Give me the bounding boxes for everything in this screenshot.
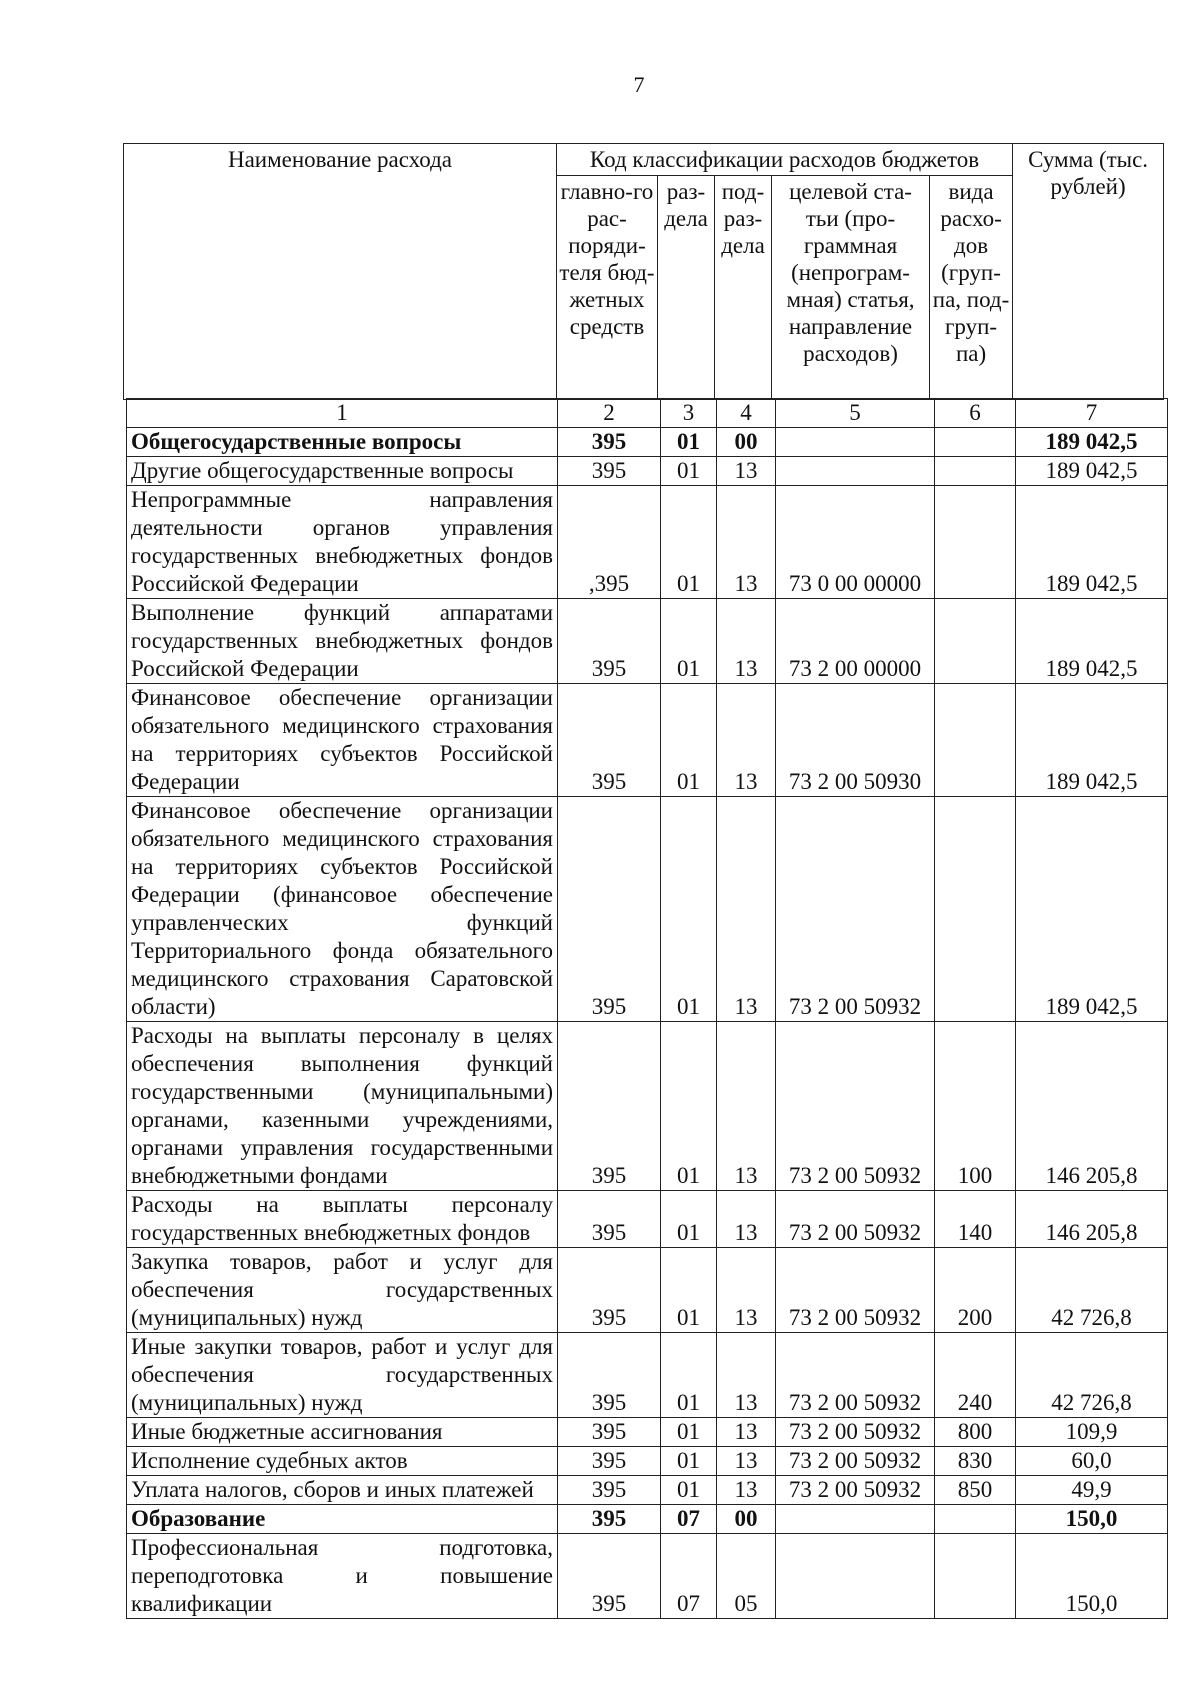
row-type-code xyxy=(935,428,1016,457)
table-row xyxy=(127,684,1168,797)
row-type-code: 800 xyxy=(935,1418,1016,1447)
row-name: Расходы на выплаты персоналу в целях обеспечения выполнения функций государственными (муниципальными) органами, казенными учреждениями, органами управления государственными внебюджетными фондами xyxy=(127,1022,558,1191)
column-number: 6 xyxy=(935,399,1016,428)
row-name: Финансовое обеспечение организации обязательного медицинского страхования на территориях субъектов Российской Федерации (финансовое обеспечение управленческих функций Территориального фонда обязательного медицинского страхования Саратовской области) xyxy=(127,797,558,1022)
row-chief-code: 395 xyxy=(558,1248,661,1333)
row-name: Профессиональная подготовка, переподготовка и повышение квалификации xyxy=(127,1534,558,1619)
row-subsection-code: 13 xyxy=(717,486,776,599)
table-row xyxy=(127,1505,1168,1534)
row-sum: 109,9 xyxy=(1016,1418,1168,1447)
row-sum: 189 042,5 xyxy=(1016,599,1168,684)
row-sum: 146 205,8 xyxy=(1016,1191,1168,1248)
row-section-code: 07 xyxy=(661,1505,717,1534)
header-col-section: раз-дела xyxy=(658,176,715,400)
row-target-code xyxy=(776,428,935,457)
table-row xyxy=(127,1476,1168,1505)
row-name: Иные бюджетные ассигнования xyxy=(127,1418,558,1447)
row-subsection-code: 13 xyxy=(717,599,776,684)
row-section-code: 07 xyxy=(661,1534,717,1619)
row-sum: 146 205,8 xyxy=(1016,1022,1168,1191)
row-subsection-code: 00 xyxy=(717,1505,776,1534)
column-number-row xyxy=(127,399,1168,428)
row-chief-code: 395 xyxy=(558,1505,661,1534)
row-type-code xyxy=(935,457,1016,486)
row-subsection-code: 13 xyxy=(717,457,776,486)
row-target-code: 73 2 00 50932 xyxy=(776,1447,935,1476)
row-section-code: 01 xyxy=(661,1191,717,1248)
column-number: 7 xyxy=(1016,399,1168,428)
row-target-code xyxy=(776,1505,935,1534)
row-sum: 150,0 xyxy=(1016,1505,1168,1534)
row-section-code: 01 xyxy=(661,1476,717,1505)
row-target-code: 73 2 00 50932 xyxy=(776,1333,935,1418)
table-row xyxy=(127,457,1168,486)
row-name: Непрограммные направления деятельности органов управления государственных внебюджетных фондов Российской Федерации xyxy=(127,486,558,599)
row-name: Исполнение судебных актов xyxy=(127,1447,558,1476)
column-number: 5 xyxy=(776,399,935,428)
row-name: Общегосударственные вопросы xyxy=(127,428,558,457)
header-col-chief: главно-го рас-поряди-теля бюд-жетных средств xyxy=(557,176,658,400)
row-section-code: 01 xyxy=(661,797,717,1022)
row-subsection-code: 13 xyxy=(717,1476,776,1505)
row-subsection-code: 05 xyxy=(717,1534,776,1619)
row-section-code: 01 xyxy=(661,599,717,684)
row-section-code: 01 xyxy=(661,1418,717,1447)
row-name: Иные закупки товаров, работ и услуг для обеспечения государственных (муниципальных) нужд xyxy=(127,1333,558,1418)
row-target-code: 73 0 00 00000 xyxy=(776,486,935,599)
row-type-code: 240 xyxy=(935,1333,1016,1418)
header-sum: Сумма (тыс. рублей) xyxy=(1013,144,1164,400)
table-row xyxy=(127,486,1168,599)
row-section-code: 01 xyxy=(661,428,717,457)
row-chief-code: ,395 xyxy=(558,486,661,599)
row-type-code xyxy=(935,1505,1016,1534)
row-chief-code: 395 xyxy=(558,1418,661,1447)
row-sum: 49,9 xyxy=(1016,1476,1168,1505)
header-name: Наименование расхода xyxy=(124,144,557,400)
table-header xyxy=(123,143,1164,400)
row-target-code: 73 2 00 50932 xyxy=(776,1191,935,1248)
row-section-code: 01 xyxy=(661,684,717,797)
column-number: 3 xyxy=(661,399,717,428)
row-type-code: 200 xyxy=(935,1248,1016,1333)
row-target-code xyxy=(776,457,935,486)
row-type-code: 830 xyxy=(935,1447,1016,1476)
row-chief-code: 395 xyxy=(558,457,661,486)
row-type-code: 850 xyxy=(935,1476,1016,1505)
row-name: Закупка товаров, работ и услуг для обеспечения государственных (муниципальных) нужд xyxy=(127,1248,558,1333)
row-type-code: 100 xyxy=(935,1022,1016,1191)
row-chief-code: 395 xyxy=(558,428,661,457)
row-name: Другие общегосударственные вопросы xyxy=(127,457,558,486)
row-sum: 42 726,8 xyxy=(1016,1333,1168,1418)
row-type-code xyxy=(935,684,1016,797)
row-target-code: 73 2 00 50932 xyxy=(776,1022,935,1191)
table-row xyxy=(127,1534,1168,1619)
row-target-code: 73 2 00 50930 xyxy=(776,684,935,797)
row-target-code: 73 2 00 50932 xyxy=(776,1248,935,1333)
column-number: 1 xyxy=(127,399,558,428)
row-type-code xyxy=(935,797,1016,1022)
row-chief-code: 395 xyxy=(558,797,661,1022)
row-sum: 189 042,5 xyxy=(1016,684,1168,797)
row-type-code xyxy=(935,599,1016,684)
row-name: Выполнение функций аппаратами государственных внебюджетных фондов Российской Федерации xyxy=(127,599,558,684)
row-chief-code: 395 xyxy=(558,1022,661,1191)
row-target-code: 73 2 00 50932 xyxy=(776,1476,935,1505)
row-section-code: 01 xyxy=(661,1248,717,1333)
row-type-code xyxy=(935,1534,1016,1619)
row-target-code: 73 2 00 50932 xyxy=(776,797,935,1022)
header-col-subsection: под-раз-дела xyxy=(715,176,772,400)
row-section-code: 01 xyxy=(661,457,717,486)
row-chief-code: 395 xyxy=(558,1333,661,1418)
table-row xyxy=(127,1447,1168,1476)
row-subsection-code: 13 xyxy=(717,797,776,1022)
row-name: Расходы на выплаты персоналу государственных внебюджетных фондов xyxy=(127,1191,558,1248)
header-code-group: Код классификации расходов бюджетов xyxy=(557,144,1013,176)
row-subsection-code: 13 xyxy=(717,684,776,797)
row-subsection-code: 13 xyxy=(717,1022,776,1191)
column-number: 2 xyxy=(558,399,661,428)
column-number: 4 xyxy=(717,399,776,428)
row-sum: 189 042,5 xyxy=(1016,797,1168,1022)
row-chief-code: 395 xyxy=(558,599,661,684)
row-subsection-code: 00 xyxy=(717,428,776,457)
header-col-type: вида расхо-дов (груп-па, под-груп-па) xyxy=(930,176,1013,400)
row-type-code xyxy=(935,486,1016,599)
row-target-code xyxy=(776,1534,935,1619)
row-sum: 60,0 xyxy=(1016,1447,1168,1476)
table-row xyxy=(127,1418,1168,1447)
table-row xyxy=(127,428,1168,457)
budget-table xyxy=(126,398,1168,1619)
table-row xyxy=(127,1022,1168,1191)
row-name: Уплата налогов, сборов и иных платежей xyxy=(127,1476,558,1505)
table-row xyxy=(127,1248,1168,1333)
row-target-code: 73 2 00 50932 xyxy=(776,1418,935,1447)
row-chief-code: 395 xyxy=(558,1476,661,1505)
table-row xyxy=(127,1191,1168,1248)
row-sum: 189 042,5 xyxy=(1016,428,1168,457)
table-row xyxy=(127,1333,1168,1418)
row-sum: 42 726,8 xyxy=(1016,1248,1168,1333)
row-type-code: 140 xyxy=(935,1191,1016,1248)
row-target-code: 73 2 00 00000 xyxy=(776,599,935,684)
row-subsection-code: 13 xyxy=(717,1191,776,1248)
page-number: 7 xyxy=(633,72,645,97)
row-subsection-code: 13 xyxy=(717,1333,776,1418)
header-col-target: целевой ста-тьи (про-граммная (непрограм-мная) статья, направление расходов) xyxy=(772,176,930,400)
row-chief-code: 395 xyxy=(558,1191,661,1248)
row-section-code: 01 xyxy=(661,1447,717,1476)
row-sum: 189 042,5 xyxy=(1016,457,1168,486)
row-section-code: 01 xyxy=(661,1333,717,1418)
table-row xyxy=(127,599,1168,684)
row-chief-code: 395 xyxy=(558,684,661,797)
row-subsection-code: 13 xyxy=(717,1447,776,1476)
row-section-code: 01 xyxy=(661,486,717,599)
row-subsection-code: 13 xyxy=(717,1248,776,1333)
row-name: Образование xyxy=(127,1505,558,1534)
row-section-code: 01 xyxy=(661,1022,717,1191)
row-sum: 150,0 xyxy=(1016,1534,1168,1619)
row-chief-code: 395 xyxy=(558,1534,661,1619)
table-row xyxy=(127,797,1168,1022)
row-chief-code: 395 xyxy=(558,1447,661,1476)
row-subsection-code: 13 xyxy=(717,1418,776,1447)
row-name: Финансовое обеспечение организации обязательного медицинского страхования на территориях субъектов Российской Федерации xyxy=(127,684,558,797)
row-sum: 189 042,5 xyxy=(1016,486,1168,599)
